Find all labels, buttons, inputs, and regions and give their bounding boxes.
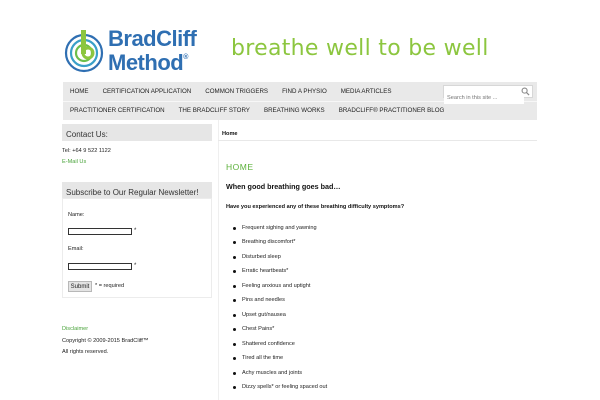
- brand-name[interactable]: [108, 28, 196, 74]
- search-icon[interactable]: [521, 87, 530, 96]
- nav-item-media-articles[interactable]: MEDIA ARTICLES: [340, 88, 392, 95]
- search-box: [443, 85, 533, 98]
- list-item: Tired all the time: [233, 355, 283, 361]
- required-note: * = required: [95, 283, 125, 289]
- nav-item-breathing-works[interactable]: BREATHING WORKS: [263, 107, 325, 114]
- nav-item-bradcliff-story[interactable]: THE BRADCLIFF STORY: [178, 107, 250, 114]
- email-us-link[interactable]: E-Mail Us: [62, 159, 87, 165]
- name-field[interactable]: [68, 228, 132, 235]
- contact-heading: Contact Us:: [62, 124, 212, 141]
- newsletter-heading: Subscribe to Our Regular Newsletter!: [62, 182, 212, 199]
- nav-row-2: [63, 101, 537, 120]
- list-item: Shattered confidence: [233, 341, 295, 347]
- list-item: Frequent sighing and yawning: [233, 225, 317, 231]
- list-item: Achy muscles and joints: [233, 370, 302, 376]
- disclaimer-link[interactable]: Disclaimer: [62, 326, 89, 332]
- content-separator: [218, 120, 219, 400]
- subheading: When good breathing goes bad…: [226, 182, 341, 191]
- main-nav: [63, 82, 537, 120]
- search-input[interactable]: [444, 93, 524, 104]
- brand-line-2: Method®: [108, 50, 188, 75]
- email-label: Email:: [68, 246, 84, 252]
- list-item: Erratic heartbeats*: [233, 268, 288, 274]
- copyright-text: Copyright © 2009-2015 BradCliff™: [62, 338, 149, 344]
- list-item: Feeling anxious and uptight: [233, 283, 310, 289]
- nav-item-home[interactable]: HOME: [70, 88, 89, 95]
- name-label: Name:: [68, 212, 85, 218]
- email-required-mark: *: [134, 263, 137, 269]
- list-item: Breathing discomfort*: [233, 239, 295, 245]
- nav-item-find-a-physio[interactable]: FIND A PHYSIO: [282, 88, 327, 95]
- breadcrumb-divider: [218, 140, 537, 141]
- rights-text: All rights reserved.: [62, 349, 109, 355]
- contact-phone: Tel: +64 9 522 1122: [62, 148, 111, 154]
- nav-item-practitioner-certification[interactable]: PRACTITIONER CERTIFICATION: [70, 107, 165, 114]
- list-item: Upset gut/nausea: [233, 312, 286, 318]
- brand-line-1: BradCliff: [108, 26, 197, 51]
- breadcrumb[interactable]: Home: [222, 131, 238, 137]
- list-item: Disturbed sleep: [233, 254, 281, 260]
- name-required-mark: *: [134, 228, 137, 234]
- list-item: Dizzy spells* or feeling spaced out: [233, 384, 327, 390]
- nav-item-practitioner-blog[interactable]: BRADCLIFF® PRACTITIONER BLOG: [338, 107, 445, 114]
- list-item: Pins and needles: [233, 297, 285, 303]
- list-item: Chest Pains*: [233, 326, 274, 332]
- submit-button[interactable]: Submit: [68, 281, 92, 292]
- nav-item-certification-application[interactable]: CERTIFICATION APPLICATION: [102, 88, 192, 95]
- nav-item-common-triggers[interactable]: COMMON TRIGGERS: [205, 88, 269, 95]
- symptoms-question: Have you experienced any of these breathing difficulty symptoms?: [226, 204, 405, 210]
- tagline: breathe well to be well: [231, 36, 489, 61]
- page-title: HOME: [226, 162, 254, 172]
- logo-icon[interactable]: [64, 28, 104, 74]
- email-field[interactable]: [68, 263, 132, 270]
